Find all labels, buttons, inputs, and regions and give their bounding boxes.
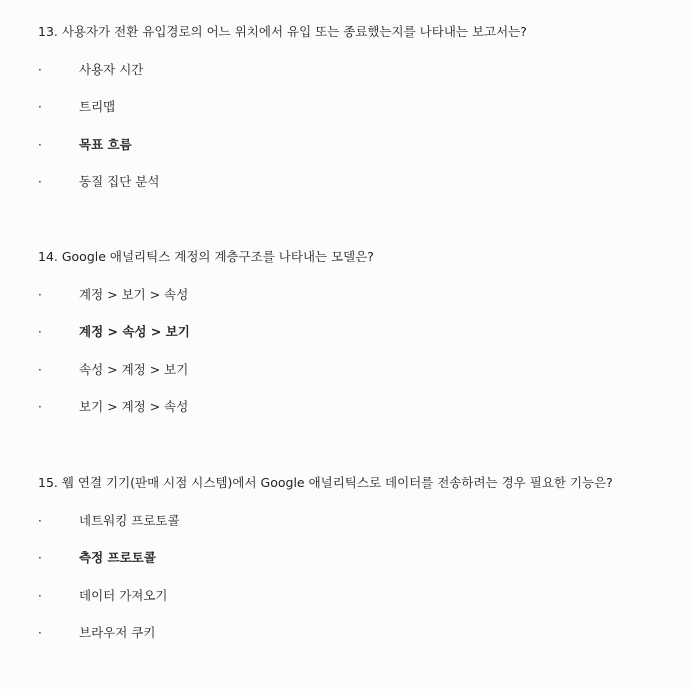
option-text: 계정 > 속성 > 보기 [79, 324, 190, 339]
bullet-icon: · [38, 137, 42, 152]
bullet-icon: · [38, 362, 42, 377]
option-item [38, 285, 681, 305]
bullet-icon: · [38, 325, 42, 339]
bullet-icon: · [38, 513, 42, 528]
bullet-icon: · [38, 287, 42, 302]
option-item-correct [38, 548, 681, 568]
option-text: 네트워킹 프로토콜 [79, 512, 180, 528]
option-text: 속성 > 계정 > 보기 [79, 361, 189, 377]
question-title: 15. 웹 연결 기기(판매 시점 시스템)에서 Google 애널리틱스로 데이터를 전송하려는 경우 필요한 기능은? [38, 475, 613, 490]
bullet-icon: · [38, 100, 42, 114]
option-item [38, 511, 681, 531]
option-item-correct [38, 135, 681, 155]
bullet-icon: · [38, 62, 42, 77]
bullet-icon: · [38, 175, 42, 189]
option-text: 트리맵 [79, 99, 116, 114]
option-text: 보기 > 계정 > 속성 [79, 399, 189, 414]
option-item [38, 60, 681, 80]
bullet-icon: · [38, 551, 42, 565]
option-text: 계정 > 보기 > 속성 [79, 286, 189, 302]
question-14 [38, 247, 681, 417]
question-title: 14. Google 애널리틱스 계정의 계층구조를 나타내는 모델은? [38, 249, 374, 264]
option-item [38, 623, 681, 643]
option-item-correct [38, 322, 681, 342]
option-item [38, 172, 681, 192]
option-text: 사용자 시간 [79, 61, 144, 77]
bullet-icon: · [38, 626, 42, 640]
question-title: 13. 사용자가 전환 유입경로의 어느 위치에서 유입 또는 종료했는지를 나타내는 보고서는? [38, 24, 527, 39]
question-15 [38, 473, 681, 643]
option-text: 목표 흐름 [79, 136, 132, 152]
option-text: 브라우저 쿠키 [79, 625, 156, 640]
option-item [38, 97, 681, 117]
option-text: 측정 프로토콜 [79, 550, 156, 565]
option-text: 데이터 가져오기 [79, 587, 168, 603]
option-item [38, 586, 681, 606]
bullet-icon: · [38, 400, 42, 414]
question-13 [38, 22, 681, 192]
bullet-icon: · [38, 588, 42, 603]
option-item [38, 397, 681, 417]
option-item [38, 360, 681, 380]
option-text: 동질 집단 분석 [79, 174, 160, 189]
